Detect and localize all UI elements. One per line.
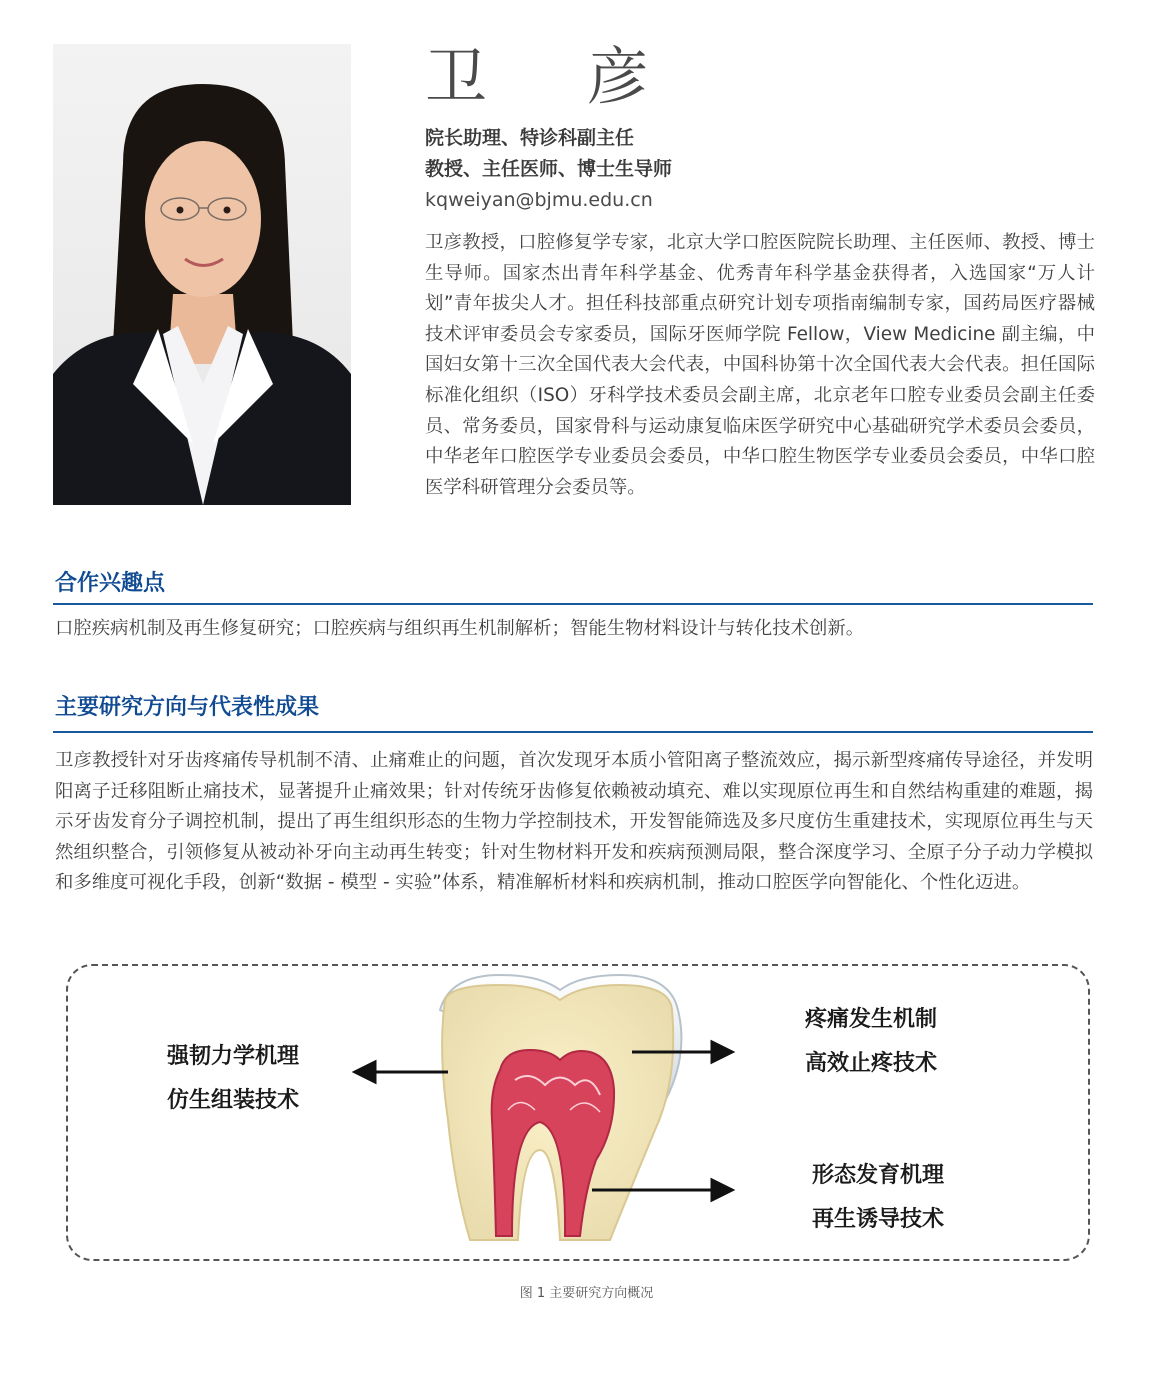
figure-label-right-top — [805, 998, 937, 1086]
role-line-2: 教授、主任医师、博士生导师 — [425, 158, 673, 180]
section-title-research: 主要研究方向与代表性成果 — [55, 695, 320, 720]
label-morphogenesis: 形态发育机理 — [812, 1163, 945, 1188]
biography: 卫彦教授，口腔修复学专家，北京大学口腔医院院长助理、主任医师、教授、博士生导师。国家杰出青年科学基金、优秀青年科学基金获得者，入选国家“万人计划”青年拔尖人才。担任科技部重点研究计划专项指南编制专家，国药局医疗器械技术评审委员会专家委员，国际牙医师学院 Fellow，View Medicine 副主编，中国妇女第十三次全国代表大会代表，中国科协第十次全国代表大会代表。担任国际标准化组织（ISO）牙科学技术委员会副主席，北京老年口腔专业委员会副主任委员、常务委员，国家骨科与运动康复临床医学研究中心基础研究学术委员会委员，中华老年口腔医学专业委员会委员，中华口腔生物医学专业委员会委员，中华口腔医学科研管理分会委员等。 — [425, 232, 1095, 498]
figure-label-right-bottom — [812, 1154, 944, 1242]
role-line-1: 院长助理、特诊科副主任 — [425, 127, 635, 149]
person-name: 卫 彦 — [425, 40, 689, 113]
figure-label-left — [167, 1035, 299, 1123]
email-address: kqweiyan@bjmu.edu.cn — [425, 189, 653, 211]
label-bionic-assembly: 仿生组装技术 — [167, 1088, 300, 1113]
interest-text: 口腔疾病机制及再生修复研究；口腔疾病与组织再生机制解析；智能生物材料设计与转化技术创新。 — [55, 618, 865, 639]
section-title-interest: 合作兴趣点 — [55, 571, 166, 596]
research-text: 卫彦教授针对牙齿疼痛传导机制不清、止痛难止的问题，首次发现牙本质小管阳离子整流效应，揭示新型疼痛传导途径，并发明阳离子迁移阻断止痛技术，显著提升止痛效果；针对传统牙齿修复依赖被动填充、难以实现原位再生和自然结构重建的难题，揭示牙齿发育分子调控机制，提出了再生组织形态的生物力学控制技术，开发智能筛选及多尺度仿生重建技术，实现原位再生与天然组织整合，引领修复从被动补牙向主动再生转变；针对生物材料开发和疾病预测局限，整合深度学习、全原子分子动力学模拟和多维度可视化手段，创新“数据 - 模型 - 实验”体系，精准解析材料和疾病机制，推动口腔医学向智能化、个性化迈进。 — [55, 750, 1093, 894]
arrow-left — [355, 1062, 448, 1082]
label-strength-mechanism: 强韧力学机理 — [167, 1044, 300, 1069]
label-regeneration-tech: 再生诱导技术 — [812, 1207, 945, 1232]
label-pain-mechanism: 疼痛发生机制 — [805, 1007, 938, 1032]
figure-caption: 图 1 主要研究方向概况 — [519, 1286, 654, 1301]
label-analgesia-tech: 高效止疼技术 — [805, 1051, 938, 1076]
